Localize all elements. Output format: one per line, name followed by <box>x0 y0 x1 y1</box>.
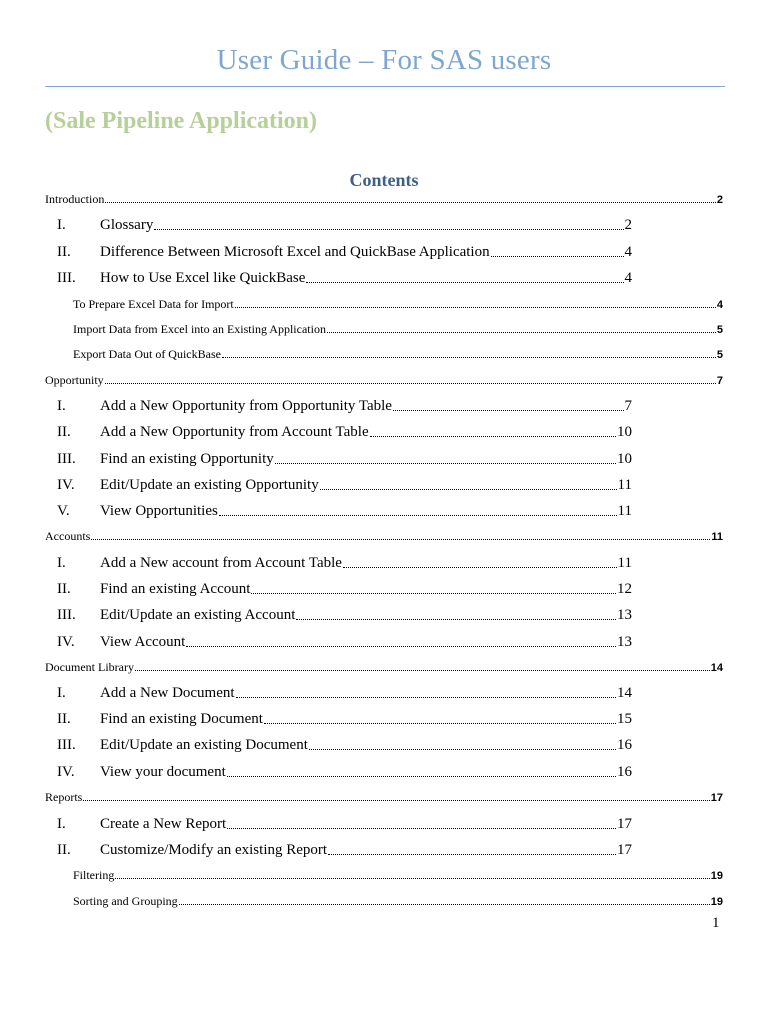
toc-dot-leader <box>135 670 710 671</box>
toc-entry-number: I. <box>57 816 66 832</box>
toc-dot-leader <box>186 646 616 647</box>
toc-dot-leader <box>235 307 716 308</box>
toc-entry-page: 17 <box>617 842 632 858</box>
toc-entry-title: Find an existing Document <box>100 711 263 727</box>
document-title: User Guide – For SAS users <box>216 44 552 76</box>
toc-entry-page: 14 <box>710 662 723 674</box>
toc-entry-number: IV. <box>57 477 75 493</box>
toc-dot-leader <box>393 410 624 411</box>
toc-entry-page: 14 <box>617 685 632 701</box>
toc-entry-title: Glossary <box>100 217 154 233</box>
toc-dot-leader <box>105 383 716 384</box>
toc-entry-page: 2 <box>624 217 632 233</box>
toc-entry-number: III. <box>57 270 76 286</box>
toc-dot-leader <box>91 539 710 540</box>
toc-entry[interactable] <box>57 270 632 287</box>
toc-entry[interactable] <box>73 868 723 883</box>
toc-entry[interactable] <box>57 398 632 415</box>
toc-entry-page: 10 <box>617 451 632 467</box>
toc-entry-title: Find an existing Opportunity <box>100 451 274 467</box>
toc-entry-title: Filtering <box>73 868 115 882</box>
toc-entry-title: Export Data Out of QuickBase <box>73 347 221 361</box>
toc-dot-leader <box>83 800 709 801</box>
toc-entry-page: 4 <box>624 244 632 260</box>
toc-entry[interactable] <box>45 660 723 675</box>
toc-entry-number: IV. <box>57 634 75 650</box>
toc-entry-number: III. <box>57 737 76 753</box>
toc-entry-title: Reports <box>45 790 83 804</box>
toc-entry-title: Create a New Report <box>100 816 227 832</box>
toc-entry-page: 11 <box>617 503 632 519</box>
toc-entry-number: II. <box>57 711 71 727</box>
toc-dot-leader <box>491 256 624 257</box>
toc-entry[interactable] <box>57 244 632 261</box>
toc-dot-leader <box>222 357 716 358</box>
toc-entry-page: 15 <box>617 711 632 727</box>
toc-dot-leader <box>251 593 616 594</box>
toc-entry-title: Add a New Opportunity from Account Table <box>100 424 369 440</box>
toc-dot-leader <box>227 828 616 829</box>
toc-entry[interactable] <box>57 581 632 598</box>
toc-entry-number: I. <box>57 398 66 414</box>
toc-entry[interactable] <box>57 555 632 572</box>
toc-entry-title: Edit/Update an existing Opportunity <box>100 477 319 493</box>
toc-entry-title: View Opportunities <box>100 503 218 519</box>
toc-entry-number: V. <box>57 503 70 519</box>
toc-entry[interactable] <box>57 764 632 781</box>
toc-entry[interactable] <box>57 842 632 859</box>
toc-entry-page: 11 <box>617 477 632 493</box>
toc-entry[interactable] <box>57 503 632 520</box>
toc-entry-page: 5 <box>716 349 723 361</box>
toc-dot-leader <box>306 282 623 283</box>
toc-entry-number: II. <box>57 581 71 597</box>
toc-entry-title: View your document <box>100 764 226 780</box>
toc-entry-page: 19 <box>710 870 723 882</box>
toc-entry[interactable] <box>57 634 632 651</box>
toc-entry-title: Introduction <box>45 192 105 206</box>
toc-entry-number: II. <box>57 424 71 440</box>
toc-entry-title: Add a New Opportunity from Opportunity Table <box>100 398 392 414</box>
toc-entry[interactable] <box>73 297 723 312</box>
toc-entry-page: 11 <box>617 555 632 571</box>
title-underline <box>45 86 725 87</box>
toc-dot-leader <box>296 619 616 620</box>
toc-dot-leader <box>236 697 616 698</box>
toc-entry[interactable] <box>57 217 632 234</box>
toc-entry-page: 19 <box>710 896 723 908</box>
toc-entry[interactable] <box>73 322 723 337</box>
toc-entry-title: Edit/Update an existing Account <box>100 607 296 623</box>
toc-entry[interactable] <box>57 737 632 754</box>
toc-dot-leader <box>275 463 616 464</box>
toc-dot-leader <box>343 567 617 568</box>
toc-entry[interactable] <box>45 529 723 544</box>
toc-entry[interactable] <box>57 424 632 441</box>
toc-entry-title: Difference Between Microsoft Excel and QuickBase Application <box>100 244 490 260</box>
toc-entry-title: Document Library <box>45 660 134 674</box>
toc-entry-page: 10 <box>617 424 632 440</box>
toc-entry[interactable] <box>45 373 723 388</box>
toc-entry-title: Edit/Update an existing Document <box>100 737 308 753</box>
toc-entry[interactable] <box>57 685 632 702</box>
toc-entry-page: 7 <box>624 398 632 414</box>
toc-entry-page: 13 <box>617 634 632 650</box>
toc-dot-leader <box>370 436 616 437</box>
toc-entry-title: Add a New Document <box>100 685 235 701</box>
toc-entry-page: 17 <box>710 792 723 804</box>
toc-entry-number: IV. <box>57 764 75 780</box>
toc-entry-title: View Account <box>100 634 186 650</box>
toc-entry-page: 7 <box>716 375 723 387</box>
toc-entry-page: 4 <box>716 299 723 311</box>
toc-entry[interactable] <box>73 347 723 362</box>
toc-dot-leader <box>309 749 616 750</box>
toc-entry-number: II. <box>57 842 71 858</box>
toc-entry-page: 5 <box>716 324 723 336</box>
toc-entry-page: 17 <box>617 816 632 832</box>
toc-dot-leader <box>327 332 716 333</box>
contents-heading: Contents <box>349 170 419 190</box>
toc-entry-number: I. <box>57 217 66 233</box>
toc-dot-leader <box>115 878 709 879</box>
toc-entry[interactable] <box>57 477 632 494</box>
toc-dot-leader <box>154 229 623 230</box>
toc-entry-number: III. <box>57 451 76 467</box>
toc-dot-leader <box>264 723 616 724</box>
toc-entry-page: 13 <box>617 607 632 623</box>
page-number: 1 <box>712 915 720 931</box>
toc-entry-title: Opportunity <box>45 373 104 387</box>
toc-entry[interactable] <box>45 790 723 805</box>
toc-entry-page: 12 <box>617 581 632 597</box>
toc-entry-number: II. <box>57 244 71 260</box>
toc-entry[interactable] <box>57 451 632 468</box>
toc-entry[interactable] <box>57 816 632 833</box>
toc-dot-leader <box>320 489 617 490</box>
toc-dot-leader <box>219 515 617 516</box>
toc-entry-page: 2 <box>716 194 723 206</box>
toc-entry-title: Sorting and Grouping <box>73 894 178 908</box>
toc-entry[interactable] <box>57 711 632 728</box>
toc-dot-leader <box>179 904 710 905</box>
toc-entry-title: Accounts <box>45 529 91 543</box>
toc-entry[interactable] <box>73 894 723 909</box>
toc-entry[interactable] <box>45 192 723 207</box>
toc-entry-number: III. <box>57 607 76 623</box>
toc-entry-page: 16 <box>617 764 632 780</box>
toc-entry-page: 4 <box>624 270 632 286</box>
toc-entry-title: How to Use Excel like QuickBase <box>100 270 306 286</box>
toc-entry-title: Import Data from Excel into an Existing Application <box>73 322 326 336</box>
toc-entry-page: 11 <box>711 531 723 543</box>
toc-entry-title: Find an existing Account <box>100 581 251 597</box>
toc-entry-title: Customize/Modify an existing Report <box>100 842 328 858</box>
toc-dot-leader <box>328 854 616 855</box>
toc-dot-leader <box>227 776 616 777</box>
toc-entry-title: Add a New account from Account Table <box>100 555 342 571</box>
toc-entry[interactable] <box>57 607 632 624</box>
toc-entry-page: 16 <box>617 737 632 753</box>
toc-entry-number: I. <box>57 555 66 571</box>
toc-entry-title: To Prepare Excel Data for Import <box>73 297 234 311</box>
toc-dot-leader <box>105 202 716 203</box>
document-subtitle: (Sale Pipeline Application) <box>45 108 318 134</box>
toc-entry-number: I. <box>57 685 66 701</box>
